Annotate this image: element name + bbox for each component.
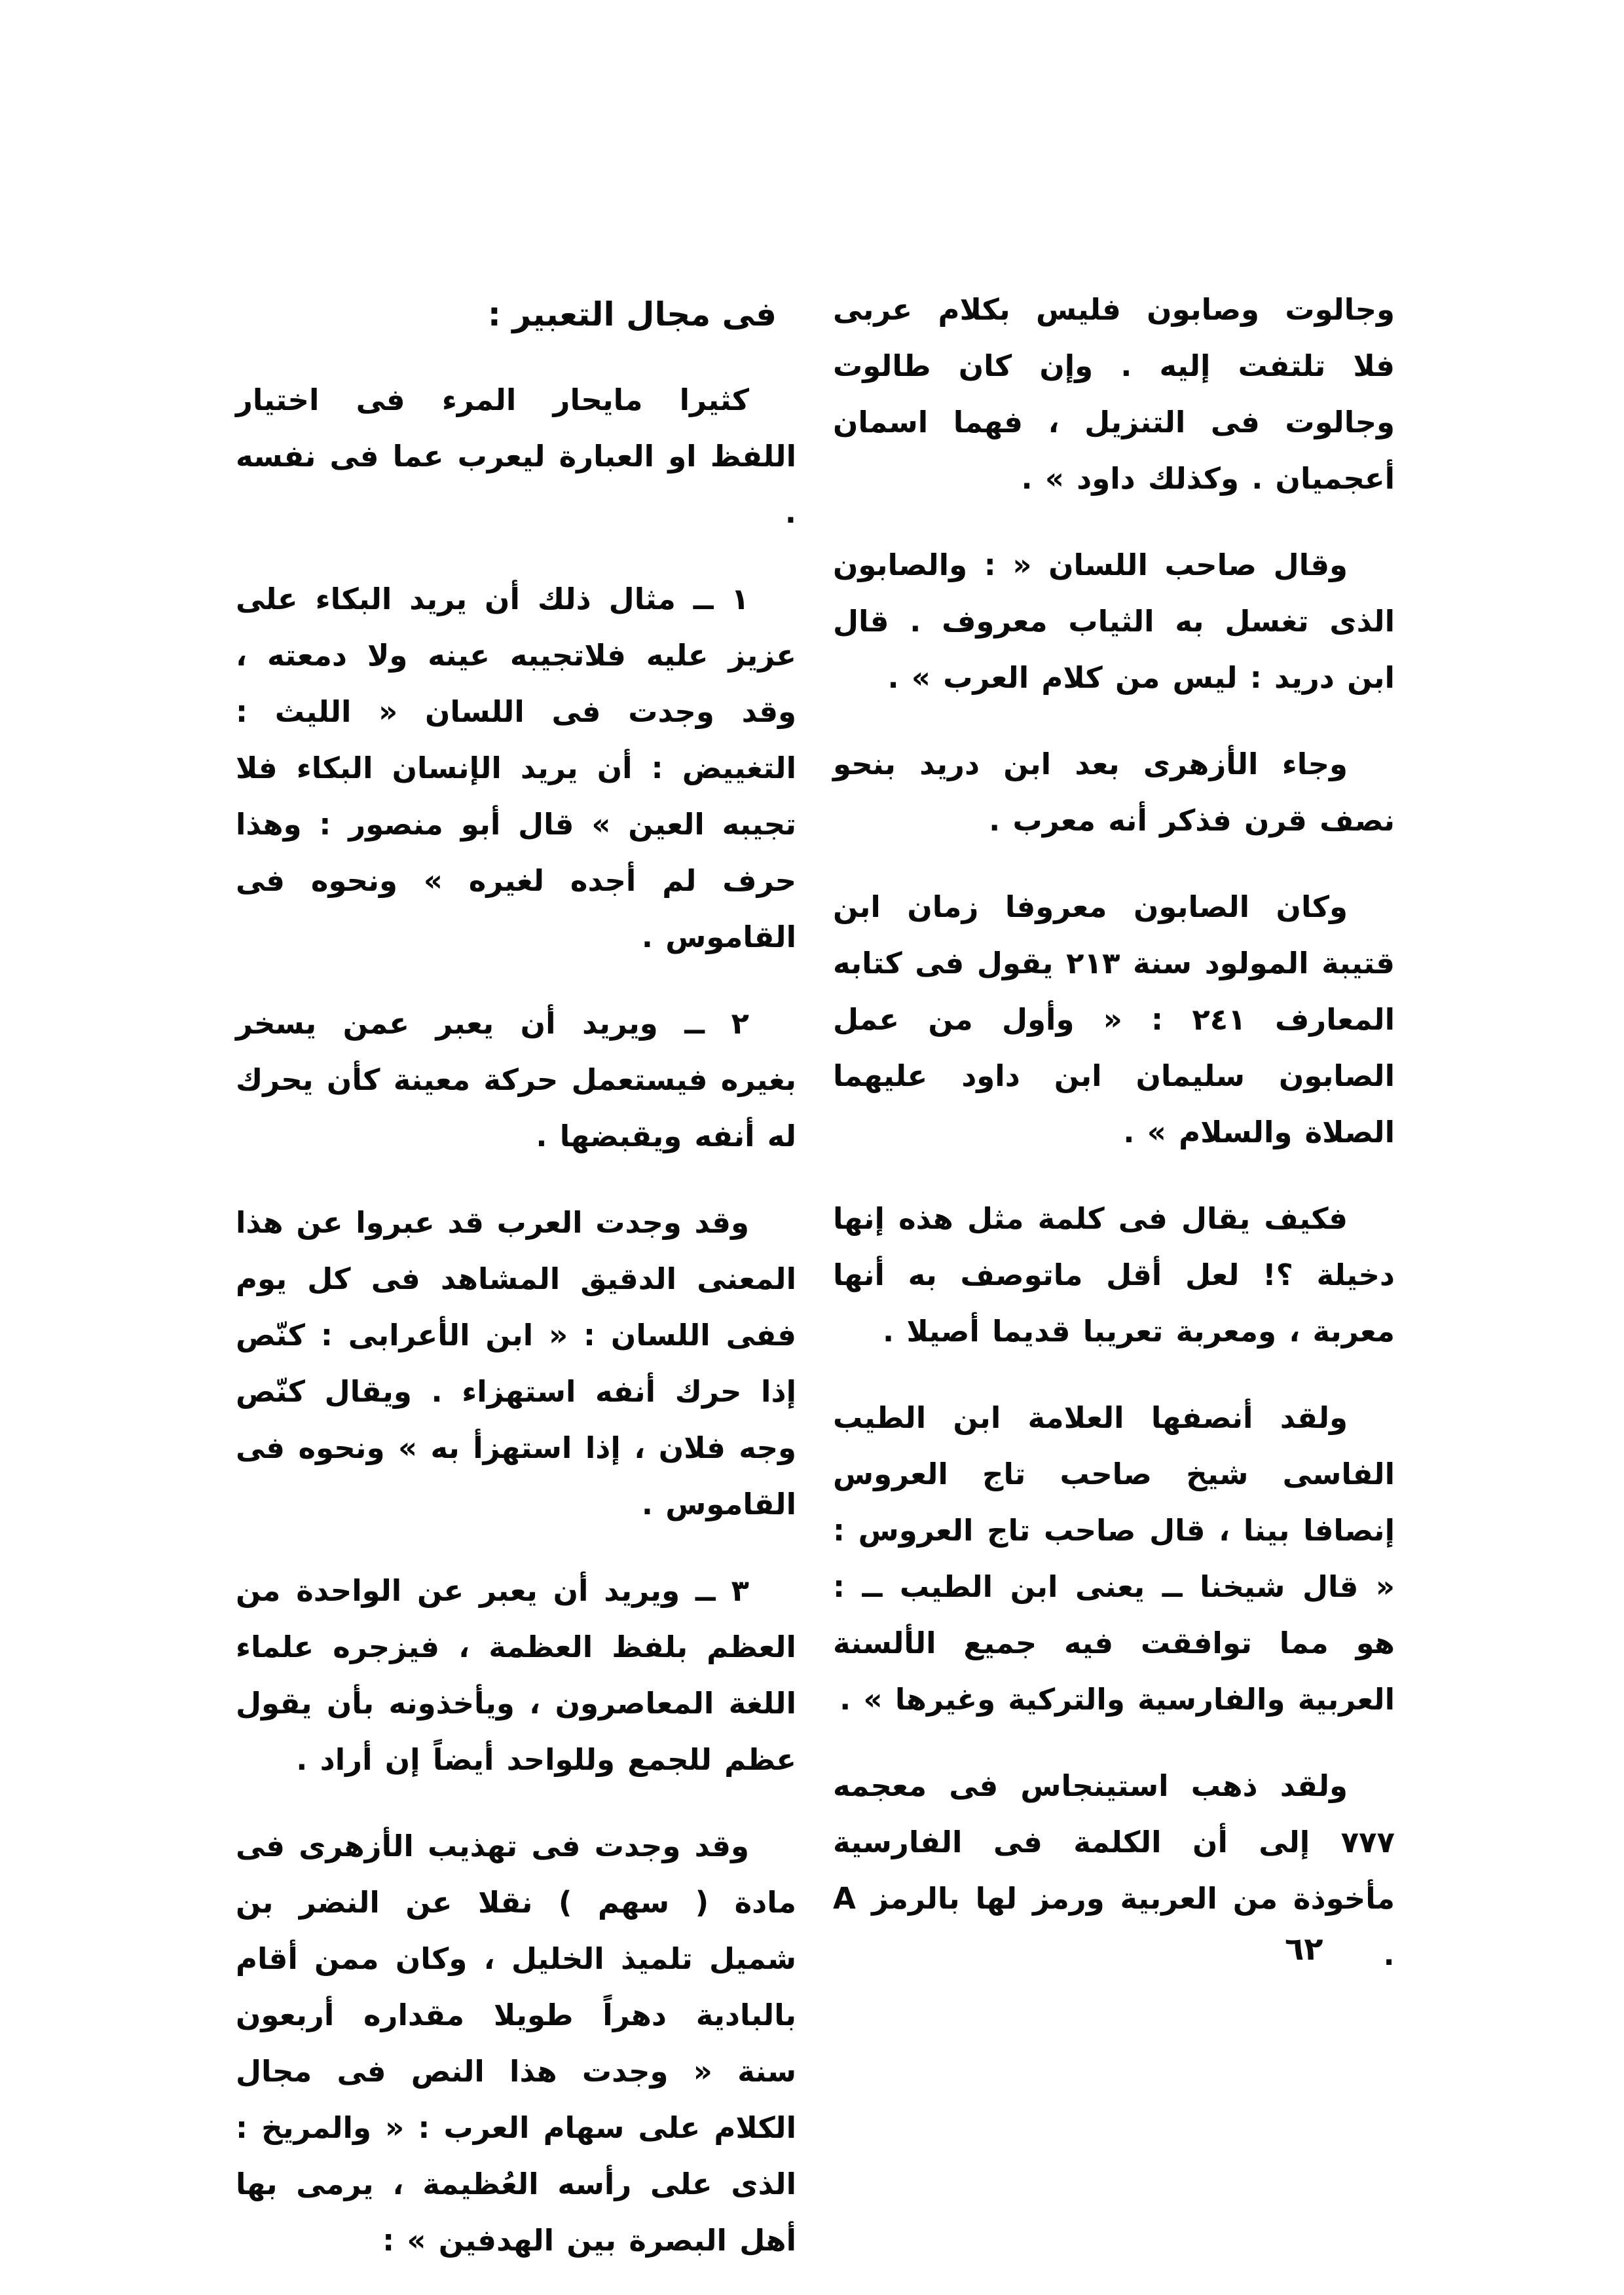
paragraph: ولقد أنصفها العلامة ابن الطيب الفاسى شيخ صاحب تاج العروس إنصافا بينا ، قال صاحب تاج العروس : « قال شيخنا ــ يعنى ابن الطيب ــ : هو مما توافقت فيه جميع الألسنة العربية والفارسية والتركية وغيرها » . — [833, 1400, 1395, 1717]
paragraph: وكان الصابون معروفا زمان ابن قتيبة المولود سنة ٢١٣ يقول فى كتابه المعارف ٢٤١ : « وأول من عمل الصابون سليمان ابن داود عليهما الصلاة والسلام » . — [833, 889, 1395, 1149]
paragraph: وجاء الأزهرى بعد ابن دريد بنحو نصف قرن فذكر أنه معرب . — [833, 747, 1395, 838]
paragraph: ٣ ــ ويريد أن يعبر عن الواحدة من العظم بلفظ العظمة ، فيزجره علماء اللغة المعاصرون ، ويأخذونه بأن يقول عظم للجمع وللواحد أيضاً إن أراد . — [236, 1573, 796, 1777]
page-content — [236, 282, 1395, 2269]
column-left — [236, 282, 796, 2269]
paragraph: ١ ــ مثال ذلك أن يريد البكاء على عزيز عليه فلاتجيبه عينه ولا دمعته ، وقد وجدت فى اللسان « الليث : التغييض : أن يريد الإنسان البكاء فلا تجيبه العين » قال أبو منصور : وهذا حرف لم أجده لغيره » ونحوه فى القاموس . — [236, 582, 796, 954]
page-number: ٦٢ — [1285, 1931, 1323, 1968]
paragraph: وقال صاحب اللسان « : والصابون الذى تغسل به الثياب معروف . قال ابن دريد : ليس من كلام العرب » . — [833, 548, 1395, 695]
paragraph: كثيرا مايحار المرء فى اختيار اللفظ او العبارة ليعرب عما فى نفسه . — [236, 382, 796, 530]
column-right — [833, 282, 1395, 2269]
paragraph: وقد وجدت فى تهذيب الأزهرى فى مادة ( سهم ) نقلا عن النضر بن شميل تلميذ الخليل ، وكان ممن أقام بالبادية دهراً طويلا مقداره أربعون سنة « وجدت هذا النص فى مجال الكلام على سهام العرب : « والمريخ : الذى على رأسه العُظيمة ، يرمى بها أهل البصرة بين الهدفين » : — [236, 1829, 796, 2258]
paragraph: فكيف يقال فى كلمة مثل هذه إنها دخيلة ؟! لعل أقل ماتوصف به أنها معربة ، ومعربة تعريبا قديما أصيلا . — [833, 1201, 1395, 1349]
section-heading: فى مجال التعبير : — [487, 295, 777, 333]
paragraph: ٢ ــ ويريد أن يعبر عمن يسخر بغيره فيستعمل حركة معينة كأن يحرك له أنفه ويقبضها . — [236, 1006, 796, 1153]
paragraph: وجالوت وصابون فليس بكلام عربى فلا تلتفت إليه . وإن كان طالوت وجالوت فى التنزيل ، فهما اسمان أعجميان . وكذلك داود » . — [833, 292, 1395, 496]
paragraph: وقد وجدت العرب قد عبروا عن هذا المعنى الدقيق المشاهد فى كل يوم ففى اللسان : « ابن الأعرابى : كنّص إذا حرك أنفه استهزاء . ويقال كنّص وجه فلان ، إذا استهزأ به » ونحوه فى القاموس . — [236, 1205, 796, 1521]
paragraph: ولقد ذهب استينجاس فى معجمه ٧٧٧ إلى أن الكلمة فى الفارسية مأخوذة من العربية ورمز لها بالرمز A . — [833, 1768, 1395, 1972]
